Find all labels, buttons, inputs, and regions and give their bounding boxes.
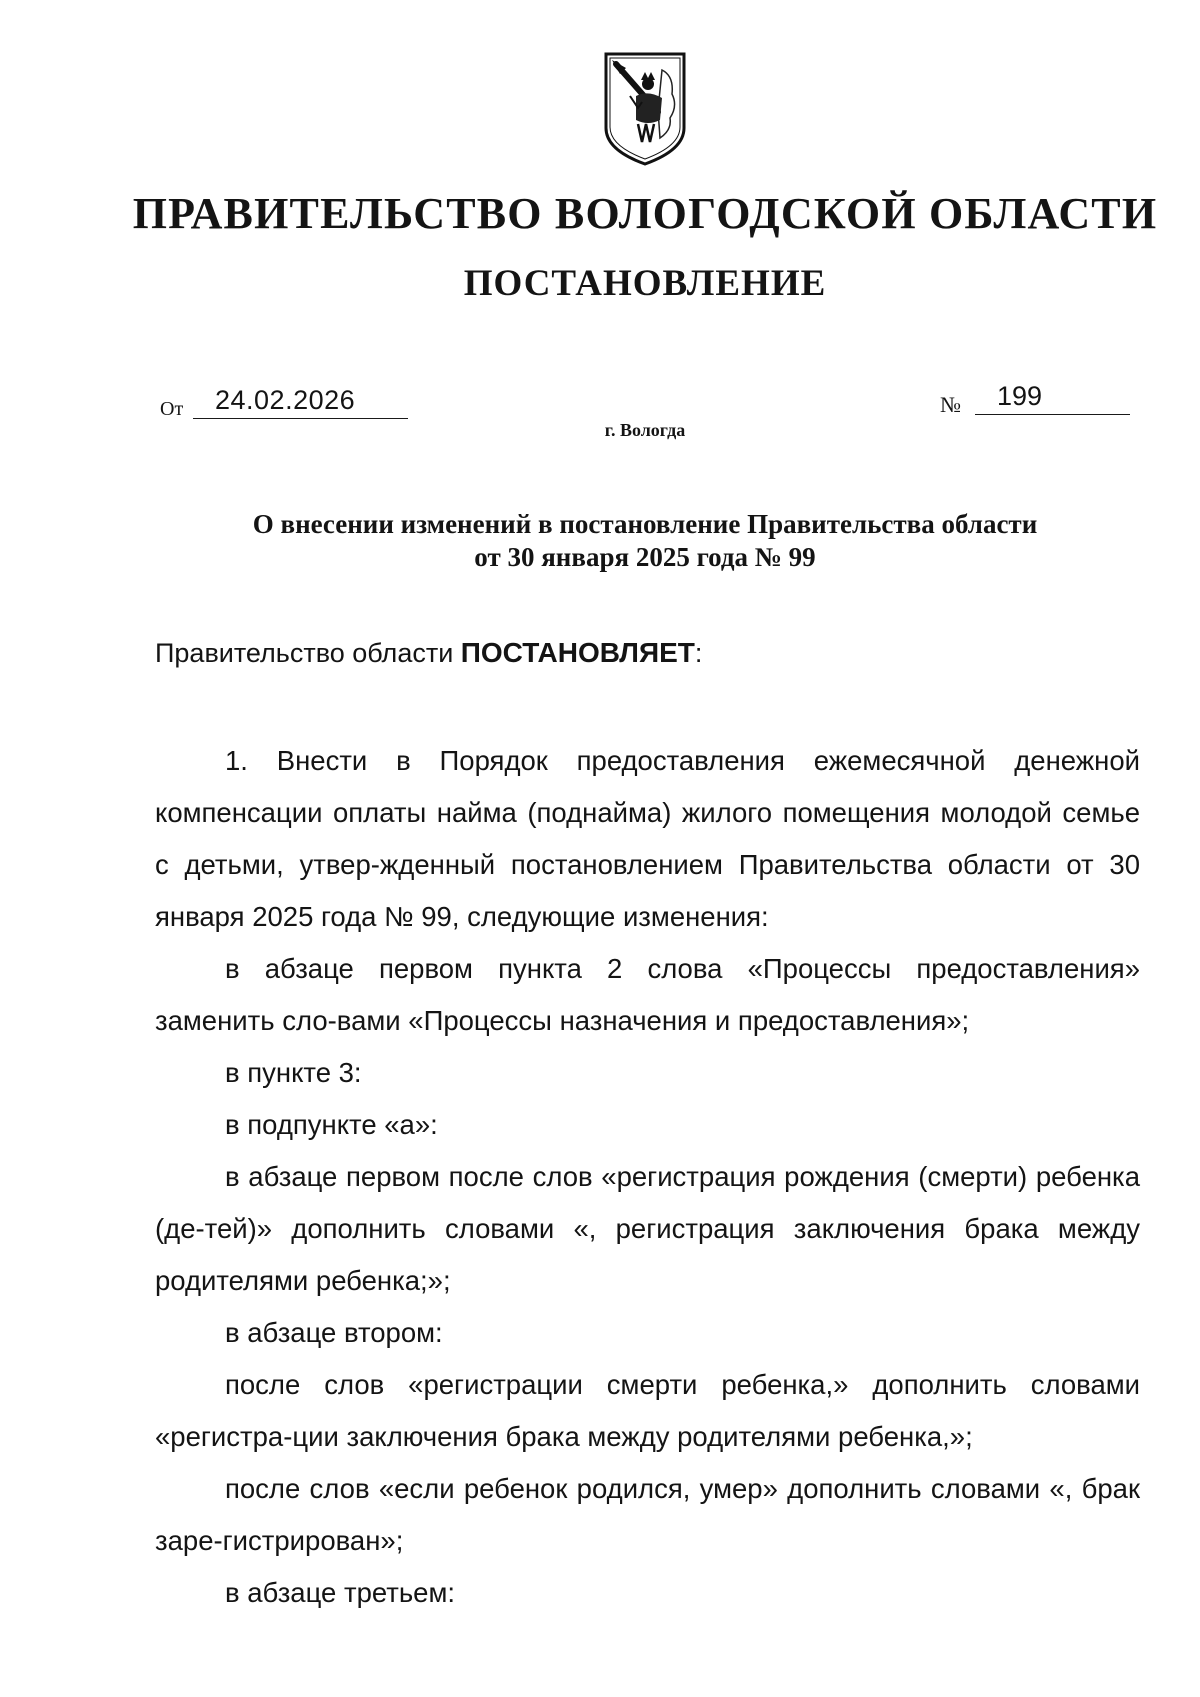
- body-paragraph: в абзаце втором:: [225, 1317, 443, 1348]
- preamble-text: Правительство области: [155, 638, 461, 668]
- preamble: [155, 637, 702, 669]
- body-paragraph: после слов «регистрации смерти ребенка,» дополнить словами «регистра-ции заключения брака между родителями ребенка,»;: [155, 1369, 1140, 1452]
- city-label: г. Вологда: [604, 420, 686, 440]
- body-paragraph: после слов «если ребенок родился, умер» дополнить словами «, брак заре-гистрирован»;: [155, 1473, 1140, 1556]
- body-paragraph: в абзаце первом после слов «регистрация рождения (смерти) ребенка (де-тей)» дополнить словами «, регистрация заключения брака между родителями ребенка;»;: [155, 1161, 1140, 1296]
- coat-of-arms-icon: [602, 50, 688, 168]
- body-paragraph: в подпункте «а»:: [225, 1109, 438, 1140]
- document-body: [155, 735, 1140, 1619]
- document-subject: [150, 508, 1140, 574]
- subject-line-1: О внесении изменений в постановление Правительства области: [252, 509, 1038, 539]
- date-prefix: От: [160, 398, 184, 420]
- document-date: 24.02.2026: [215, 385, 356, 415]
- document-number: 199: [997, 381, 1043, 411]
- number-field: [975, 381, 1130, 415]
- preamble-tail: :: [694, 638, 703, 668]
- number-prefix: №: [940, 392, 961, 417]
- body-paragraph: в пункте 3:: [225, 1057, 362, 1088]
- body-paragraph: в абзаце первом пункта 2 слова «Процессы предоставления» заменить сло-вами «Процессы назначения и предоставления»;: [155, 953, 1140, 1036]
- government-title: ПРАВИТЕЛЬСТВО ВОЛОГОДСКОЙ ОБЛАСТИ: [132, 189, 1158, 238]
- date-field: [193, 385, 408, 419]
- body-paragraph: в абзаце третьем:: [225, 1577, 456, 1608]
- body-paragraph: 1. Внести в Порядок предоставления ежемесячной денежной компенсации оплаты найма (поднайма) жилого помещения молодой семье с детьми, утвер-жденный постановлением Правительства области от 30 января 2025 года № 99, следующие изменения:: [155, 745, 1140, 932]
- document-type: ПОСТАНОВЛЕНИЕ: [463, 263, 827, 304]
- subject-line-2: от 30 января 2025 года № 99: [474, 542, 816, 572]
- preamble-resolves: ПОСТАНОВЛЯЕТ: [460, 637, 695, 668]
